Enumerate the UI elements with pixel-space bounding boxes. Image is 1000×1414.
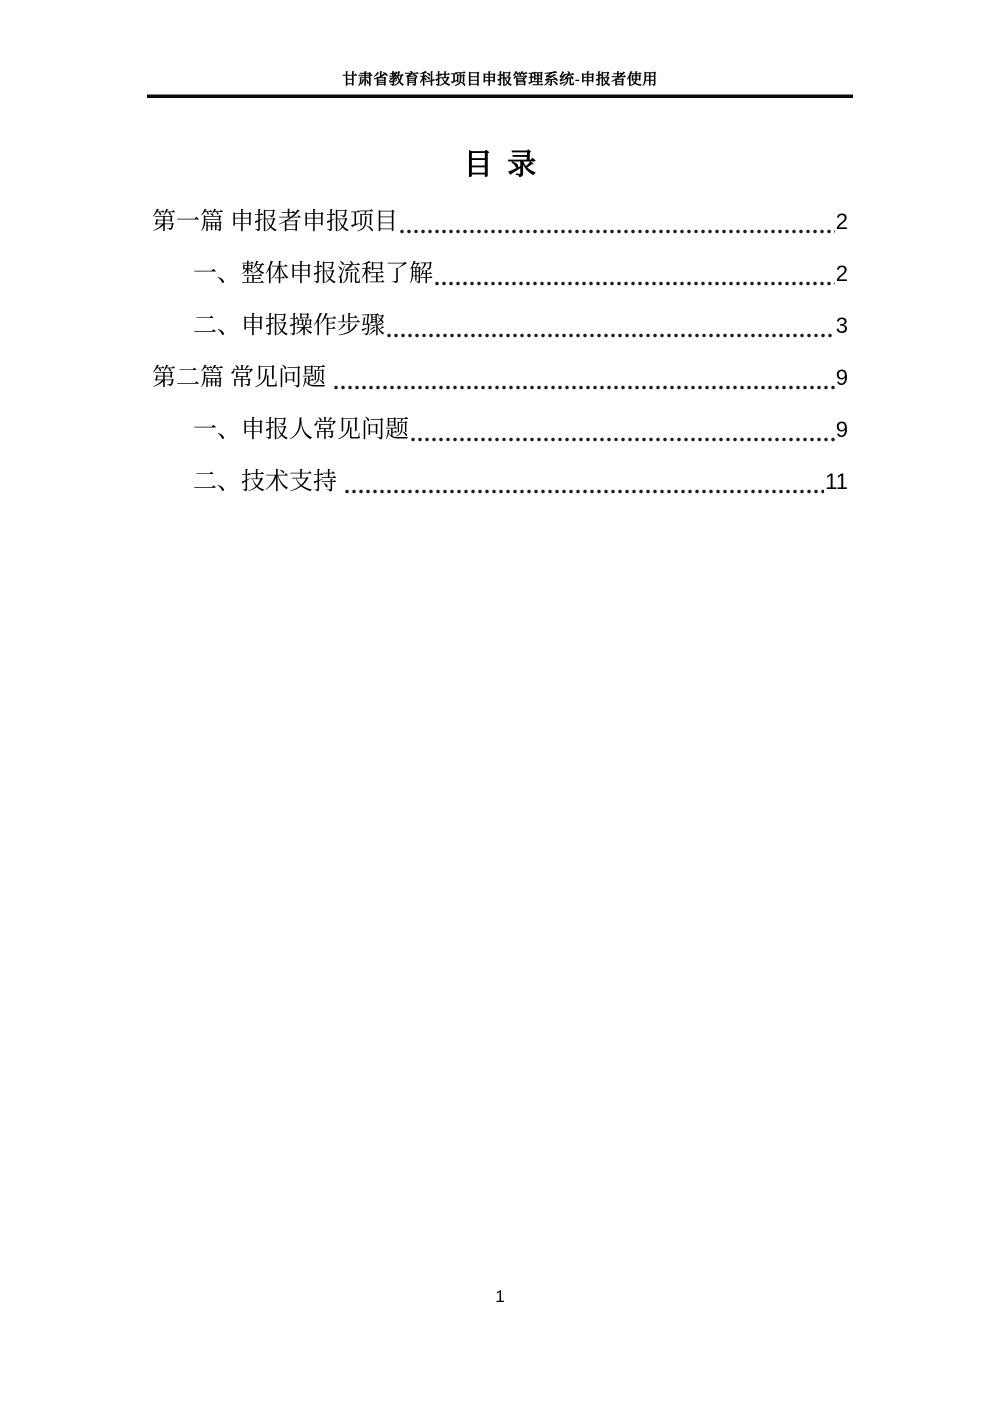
toc-entry-label: 二、技术支持 bbox=[193, 469, 343, 495]
toc-entry-page: 9 bbox=[835, 417, 848, 442]
header-divider bbox=[147, 94, 853, 98]
toc-entry[interactable] bbox=[152, 300, 848, 352]
toc-entry-label: 第一篇 申报者申报项目 bbox=[152, 209, 398, 235]
toc-title: 目 录 bbox=[463, 149, 537, 181]
toc-entry-label: 一、整体申报流程了解 bbox=[193, 261, 433, 287]
toc-leader-dots bbox=[333, 385, 835, 390]
toc-list bbox=[152, 196, 848, 508]
header-title: 甘肃省教育科技项目申报管理系统-申报者使用 bbox=[342, 72, 658, 88]
toc-entry[interactable] bbox=[152, 456, 848, 508]
toc-leader-dots bbox=[399, 229, 835, 234]
toc-leader-dots bbox=[344, 489, 824, 494]
toc-entry-page: 2 bbox=[835, 209, 848, 234]
toc-entry[interactable] bbox=[152, 404, 848, 456]
toc-leader-dots bbox=[386, 333, 835, 338]
toc-leader-dots bbox=[434, 281, 835, 286]
toc-leader-dots bbox=[410, 437, 835, 442]
page-header bbox=[0, 0, 1000, 98]
toc-entry-page: 2 bbox=[835, 261, 848, 286]
toc-entry-label: 第二篇 常见问题 bbox=[152, 365, 332, 391]
toc-entry-page: 3 bbox=[835, 313, 848, 338]
toc-entry[interactable] bbox=[152, 196, 848, 248]
toc-entry[interactable] bbox=[152, 352, 848, 404]
toc-entry-label: 一、申报人常见问题 bbox=[193, 417, 409, 443]
page-footer bbox=[0, 1288, 1000, 1306]
footer-page-number: 1 bbox=[495, 1287, 505, 1306]
toc-entry[interactable] bbox=[152, 248, 848, 300]
toc-entry-label: 二、申报操作步骤 bbox=[193, 313, 385, 339]
toc-entry-page: 11 bbox=[825, 469, 848, 494]
toc-entry-page: 9 bbox=[835, 365, 848, 390]
